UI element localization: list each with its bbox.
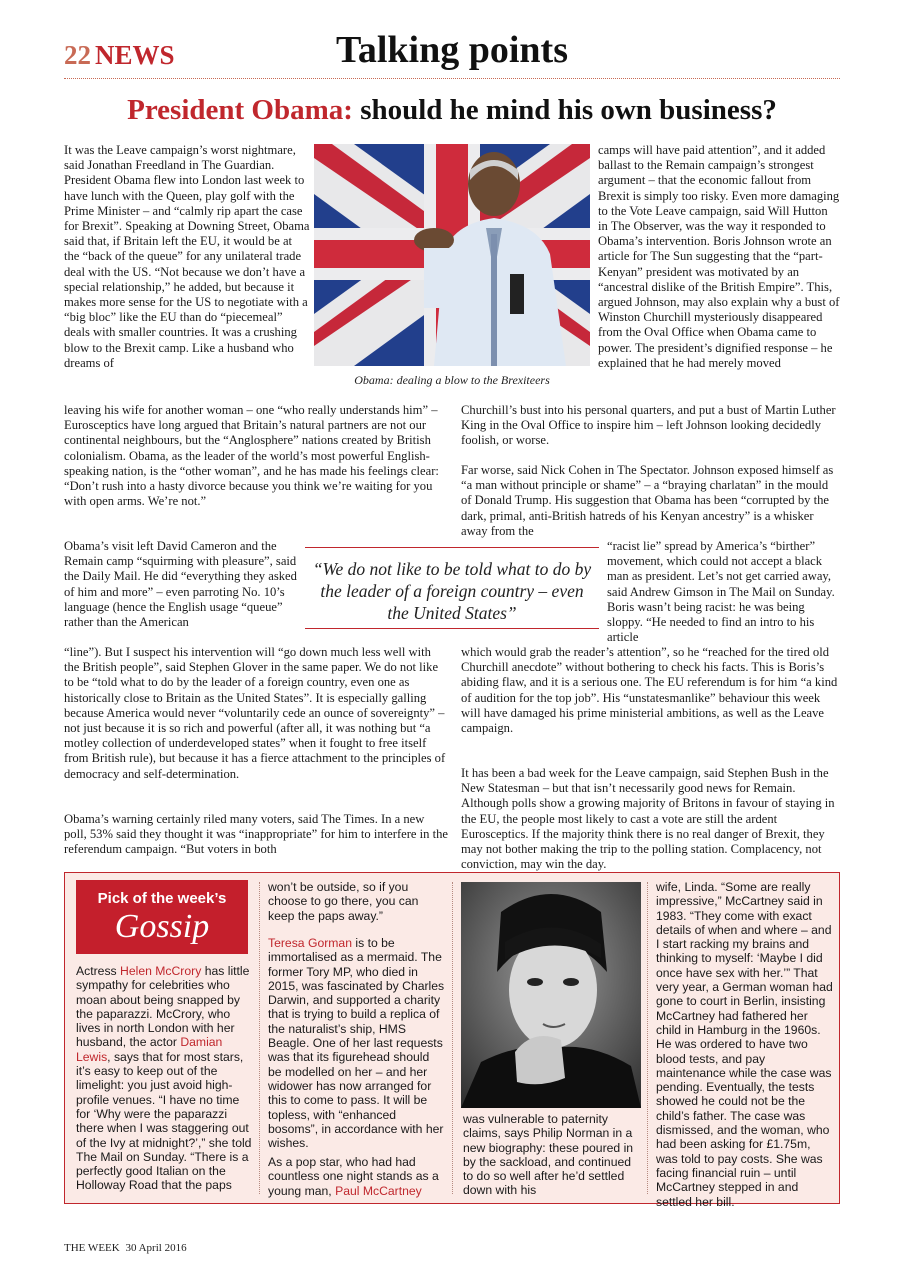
photo-caption: Obama: dealing a blow to the Brexiteers — [354, 373, 550, 387]
gossip-col4: wife, Linda. “Some are really impressive,” McCartney said in 1983. “They come with exact details of when and where – and I start racking my brains and thinking to myself: ‘Maybe I did once have sex with her.’” That very year, a German woman had gone to court in Berlin, insisting McCartney had fathered her child in Hamburg in the 1960s. He was ordered to have two blood tests, and pay maintenance while the case was pending. Eventually, the tests showed he could not be the child’s father. The case was dismissed, and the woman, who had been asking for £1.75m, was told to pay costs. She was facing financial ruin – until McCartney stepped in and settled her bill. — [656, 880, 833, 1209]
header-rule — [64, 78, 840, 79]
gossip-col1-text-a: Actress — [76, 964, 121, 978]
article-col1-p1-cont: leaving his wife for another woman – one “who really understands him” – Eurosceptics have long argued that Britain’s natural partners are not our continental neighbours, but the “Anglosphere” nations created by British colonialism. Obama, as the leader of the world’s most powerful English-speaking nation, is the “other woman”, and he has made his feelings clear: “Don’t rush into a hasty divorce because you think we’re waiting for you with open arms. We’re not.” — [64, 403, 439, 509]
gossip-col2-text-c: As a pop star, who had had countless one night stands as a young man, — [268, 1155, 439, 1198]
section-label: NEWS — [95, 40, 175, 70]
pullquote: “We do not like to be told what to do by the leader of a foreign country – even the United States” — [312, 559, 592, 623]
gossip-divider-1 — [259, 882, 260, 1194]
gossip-col2-a: won’t be outside, so if you choose to go there, you can keep the paps away.” — [268, 880, 419, 923]
gossip-col2-text-b: is to be immortalised as a mermaid. The former Tory MP, who died in 2015, was fascinated by Charles Darwin, and supported a charity that is trying to build a replica of the naturalist’s ship, HMS Beagle. One of her last requests was that its figurehead should be modelled on her – and her widower has now arranged for this to come to pass. It will be topless, with “enhanced bosoms”, in accordance with her wishes. — [268, 936, 445, 1151]
page-number: 22 — [64, 40, 91, 70]
obama-photo — [314, 144, 590, 366]
footer-magazine: THE WEEK — [64, 1242, 120, 1254]
gossip-name-damian-lewis: Damian Lewis — [76, 1035, 223, 1064]
article-col2-p2: Far worse, said Nick Cohen in The Spectator. Johnson exposed himself as “a man without principle or shame” – a “braying charlatan” in the mould of Donald Trump. His suggestion that Obama has been “corrupted by the dark, primal, anti-British hatreds of his Kenyan ancestry” is a whisker away from the — [461, 463, 834, 538]
mccartney-photo-image — [461, 882, 641, 1108]
page-title: Talking points — [335, 29, 568, 71]
page-number-section — [64, 40, 175, 71]
article-col2-p1: camps will have paid attention”, and it added ballast to the Remain campaign’s strongest argument – that the economic fallout from Brexit is simply too risky. Even more damaging to the Vote Leave campaign, said Will Hutton in The Observer, was the way it responded to Obama’s intervention. Boris Johnson wrote an article for The Sun suggesting that the “part-Kenyan” president was motivated by an “ancestral dislike of the British Empire”. This, argued Johnson, may also explain why a bust of Winston Churchill mysteriously disappeared from the Oval Office when Obama came to power. The president’s dignified response – he explained that he had merely moved — [598, 143, 840, 370]
gossip-name-teresa-gorman: Teresa Gorman — [268, 936, 352, 950]
gossip-name-helen-mccrory: Helen McCrory — [120, 964, 202, 978]
article-col2-p2-side: “racist lie” spread by America’s “birther” movement, which could not accept a black man as president. Let’s not get carried away, said Andrew Gimson in The Mail on Sunday. Boris wasn’t being racist: he was being sloppy. “He needed to find an intro to his article — [607, 539, 835, 645]
article-col1-p1: It was the Leave campaign’s worst nightmare, said Jonathan Freedland in The Guardian. President Obama flew into London last week to have lunch with the Queen, play golf with the Prime Minister – and “calmly rip apart the case for Brexit”. Speaking at Downing Street, Obama said that, if Britain left the EU, it would be at the “back of the queue” for any unilateral trade deal with the US. “Not because we don’t have a special relationship,” he added, but because it makes more sense for the US to negotiate with a “big bloc” like the EU than do “piecemeal” deals with smaller countries. It was a crushing blow to the Brexit camp. Like a husband who dreams of — [64, 143, 310, 370]
gossip-col2-b — [268, 936, 446, 1150]
gossip-divider-2 — [452, 882, 453, 1194]
mccartney-photo — [461, 882, 641, 1108]
headline — [64, 92, 840, 128]
headline-rest: should he mind his own business? — [360, 94, 777, 126]
article-col1-p3: Obama’s warning certainly riled many voters, said The Times. In a new poll, 53% said they thought it was “inappropriate” for him to interfere in the referendum campaign. “But voters in both — [64, 812, 449, 857]
article-col1-p2-cont: “line”). But I suspect his intervention will “go down much less well with the British people”, said Stephen Glover in the same paper. We do not like to be “told what to do by the leader of a foreign country, even one as historically close to Britain as the United States”. It is especially galling because America would never “voluntarily cede an ounce of sovereignty” – not just because it is so rich and powerful (after all, it was nothing but “a motley collection of underdeveloped states” when it fought to free itself from British rule), but because it has a fierce attachment to the principles of democracy and self-determination. — [64, 645, 446, 781]
gossip-title-top: Pick of the week’s — [97, 890, 227, 907]
gossip-title-block — [76, 880, 248, 954]
footer-date: 30 April 2016 — [125, 1242, 187, 1254]
article-col1-p2: Obama’s visit left David Cameron and the Remain camp “squirming with pleasure”, said the Daily Mail. He did “everything they asked of him and more” – even parroting No. 10’s language (hence the English usage “queue” rather than the American — [64, 539, 297, 630]
footer — [64, 1242, 187, 1254]
gossip-name-paul-mccartney: Paul McCartney — [335, 1183, 422, 1198]
gossip-title-big: Gossip — [114, 908, 210, 945]
gossip-divider-3 — [647, 882, 648, 1194]
article-col2-p2-cont: which would grab the reader’s attention”, so he “reached for the tired old Churchill anecdote” without bothering to check his facts. This is Boris’s abiding flaw, and it is a serious one. The EU referendum is for him “a kind of audition for the top job”. His “unstatesmanlike” behaviour this week will have damaged his prime ministerial ambitions, as well as the Leave campaign. — [461, 645, 838, 736]
article-col2-p1-cont: Churchill’s bust into his personal quarters, and put a bust of Martin Luther King in the Oval Office to inspire him – left Johnson looking decidedly foolish, or worse. — [461, 403, 836, 448]
pullquote-top-rule — [305, 547, 599, 548]
obama-photo-image — [314, 144, 590, 366]
gossip-col1 — [76, 964, 254, 1193]
article-col2-p3: It has been a bad week for the Leave campaign, said Stephen Bush in the New Statesman – but that isn’t necessarily good news for Remain. Although polls show a growing majority of Britons in favour of staying in the EU, the people most likely to cast a vote are still the ardent Eurosceptics. If the majority think there is no real danger of Brexit, they may not bother making the trip to the polling station. Complacency, not conviction, may win the day. — [461, 766, 835, 872]
gossip-col2-c — [268, 1155, 446, 1198]
gossip-col3: was vulnerable to paternity claims, says Philip Norman in a new biography: these poured in by the sackload, and continued to do so well after he’d settled down with his — [463, 1112, 634, 1198]
pullquote-bottom-rule — [305, 628, 599, 629]
gossip-col1-text-b: has little sympathy for celebrities who moan about being snapped by the paparazzi. McCrory, who lives in north London with her husband, the actor — [76, 964, 250, 1050]
headline-lead: President Obama: — [127, 94, 353, 126]
gossip-col1-text-c: , says that for most stars, it’s easy to keep out of the limelight: you just avoid high-profile venues. “I have no time for ‘Why were the paparazzi there when I was staggering out of the Ivy at midnight?’,” she told The Mail on Sunday. “There is a perfectly good Italian on the Holloway Road that the paps — [76, 1049, 252, 1193]
